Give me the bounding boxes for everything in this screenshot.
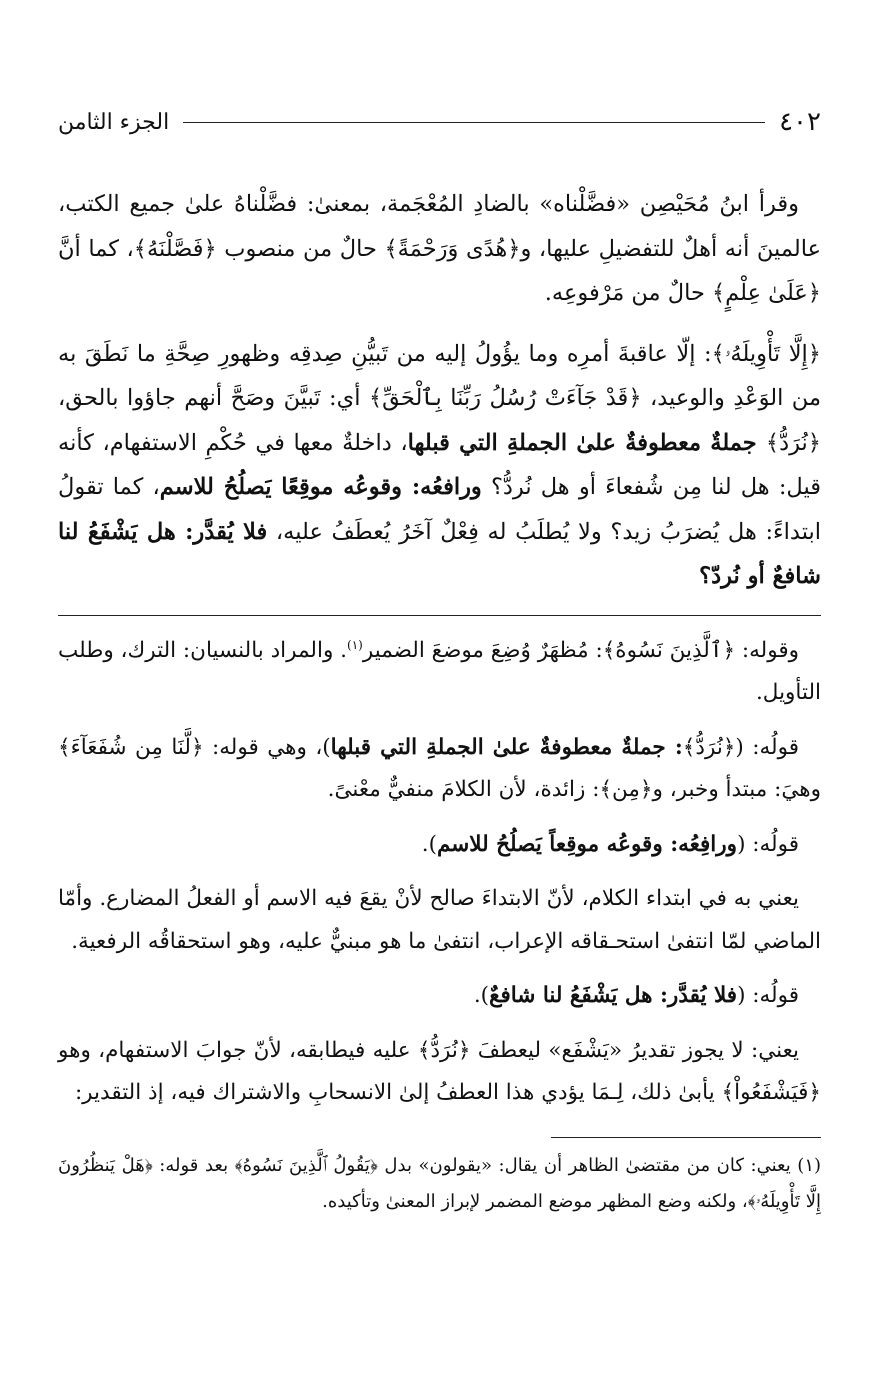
quran-quote: ﴿مِن﴾ xyxy=(599,777,653,802)
commentary-paragraph-2 xyxy=(58,727,821,812)
text-run: ، كما أنَّ xyxy=(58,235,134,262)
text-run: ). xyxy=(421,831,437,857)
commentary-paragraph-4 xyxy=(58,878,821,963)
volume-title: الجزء الثامن xyxy=(58,109,170,135)
footnote xyxy=(58,1148,821,1220)
text-run: أي: تَبيَّنَ وصَحَّ أنهم جاؤوا بالحق، xyxy=(58,385,369,411)
text-run: عليه فيطابقه، لأنّ جوابَ الاستفهام، وهو xyxy=(58,1037,418,1063)
commentary-paragraph-3 xyxy=(58,824,821,867)
bold-phrase: ورافِعُه: وقوعُه موقِعاً يَصلُحُ للاسم xyxy=(436,831,738,857)
quran-quote: ﴿لَّنَا مِن شُفَعَآءَ﴾ xyxy=(58,734,204,760)
text-run: حالٌ من منصوب xyxy=(216,235,385,262)
quran-quote: ﴿يَقُولُ ٱلَّذِينَ نَسُوهُ﴾ xyxy=(234,1154,378,1176)
quran-quote: ﴿نُرَدُّ﴾ xyxy=(682,734,736,760)
text-run: حالٌ من مَرْفوعِه. xyxy=(544,280,712,306)
text-run: (١) يعني: كان من مقتضىٰ الظاهر أن يقال: «يقولون» بدل xyxy=(377,1154,822,1176)
text-run: ، داخلةٌ معها في حُكْمِ الاستفهام، كأنه قيل: هل لنا مِن شُفعاءَ أو هل نُردُّ؟ xyxy=(58,429,821,500)
quran-quote: ﴿قَدْ جَآءَتْ رُسُلُ رَبِّنَا بِٱلْحَقِّ﴾ xyxy=(368,385,642,411)
quran-quote: ﴿فَصَّلْنَهُ﴾ xyxy=(133,235,217,262)
quran-quote: ﴿ٱلَّذِينَ نَسُوهُ﴾ xyxy=(602,637,736,663)
text-run: : زائدة، لأن الكلامَ منفيٌّ معْنىً. xyxy=(327,777,600,802)
footnote-divider xyxy=(551,1137,821,1138)
bold-phrase: : جملةٌ معطوفةٌ علىٰ الجملةِ التي قبلها xyxy=(330,734,683,760)
text-run: قولُه: ( xyxy=(737,983,799,1008)
text-run: يعني به في ابتداء الكلام، لأنّ الابتداءَ صالح لأنْ يقعَ فيه الاسم أو الفعلُ المضارع. وأمّا الماضي لمّا انتفىٰ استحـقاقه الإعراب، انتفىٰ ما هو مبنيٌّ عليه، وهو استحقاقُه الرفعية. xyxy=(58,886,821,954)
quran-quote: ﴿نُرَدُّ﴾ xyxy=(417,1037,471,1063)
quran-quote: ﴿هُدًى وَرَحْمَةً﴾ xyxy=(384,235,521,262)
bold-phrase: ورافعُه: وقوعُه موقِعًا يَصلُحُ للاسم xyxy=(159,474,482,500)
quran-quote: ﴿هَلْ يَنظُرُونَ إِلَّا تَأْوِيلَهُۥ﴾ xyxy=(58,1154,821,1212)
text-run: )، وهي قوله: xyxy=(203,734,331,760)
quran-quote: ﴿فَيَشْفَعُواْ﴾ xyxy=(721,1080,821,1105)
text-run: ). xyxy=(473,983,490,1008)
commentary-paragraph-5 xyxy=(58,975,821,1018)
header-rule xyxy=(183,122,765,123)
text-run: قولُه: ( xyxy=(735,734,799,760)
quran-quote: ﴿إِلَّا تَأْوِيلَهُۥ﴾ xyxy=(711,340,821,367)
page-header xyxy=(58,102,821,142)
quran-quote: ﴿نُرَدُّ﴾ xyxy=(765,429,821,456)
text-run: وقرأ ابنُ مُحَيْصِن «فضَّلْناه» بالضادِ المُعْجَمة، بمعنىٰ: فضَّلْناهُ علىٰ جميع الكتب، عالمينَ أنه أهلٌ للتفضيلِ عليها، و xyxy=(58,191,821,262)
text-run: بعد قوله: xyxy=(152,1154,235,1176)
text-run: ، ولكنه وضع المظهر موضع المضمر لإبراز المعنىٰ وتأكيده. xyxy=(322,1190,748,1212)
book-page xyxy=(58,102,821,1220)
main-text xyxy=(58,182,821,599)
text-run: يأبىٰ ذلك، لِـمَا يؤدي هذا العطفُ إلىٰ الانسحابِ والاشتراك فيه، إذ التقدير: xyxy=(74,1080,722,1105)
text-run: قولُه: ( xyxy=(737,831,799,857)
main-divider xyxy=(58,615,821,616)
quran-quote: ﴿عَلَىٰ عِلْمٍ﴾ xyxy=(712,280,821,306)
footnote-marker: (١) xyxy=(347,637,363,652)
commentary-paragraph-6 xyxy=(58,1030,821,1115)
text-run: : مُظهَرٌ وُضِعَ موضعَ الضمير xyxy=(362,637,603,663)
text-run: وهيَ: مبتدأ وخبر، و xyxy=(652,777,821,802)
main-paragraph-2 xyxy=(58,332,821,599)
bold-phrase: فلا يُقدَّر: هل يَشْفَعُ لنا شافعٌ xyxy=(489,983,738,1008)
main-paragraph-1 xyxy=(58,182,821,316)
text-run: يعني: لا يجوز تقديرُ «يَشْفَع» ليعطفَ xyxy=(470,1037,799,1063)
commentary-paragraph-1 xyxy=(58,630,821,715)
text-run: : إلّا عاقبةَ أمرِه وما يؤُولُ إليه من تَبيُّنِ صِدقِه وظهورِ صِحَّةِ ما نَطَقَ به من الوَعْدِ والوعيد، xyxy=(58,340,821,411)
text-run: ، كما تقولُ ابتداءً: هل يُضرَبُ زيد؟ ولا يُطلَبُ له فِعْلٌ آخَرُ يُعطَفُ عليه، xyxy=(58,474,821,545)
text-run: وقوله: xyxy=(735,637,799,663)
text-run: . والمراد بالنسيان: الترك، وطلب التأويل. xyxy=(58,637,821,705)
page-number: ٤٠٢ xyxy=(779,107,821,137)
bold-phrase: جملةٌ معطوفةٌ علىٰ الجملةِ التي قبلها xyxy=(407,429,766,456)
commentary xyxy=(58,630,821,1115)
bold-phrase: فلا يُقدَّر: هل يَشْفَعُ لنا شافعٌ أو نُردّ؟ xyxy=(58,518,821,589)
